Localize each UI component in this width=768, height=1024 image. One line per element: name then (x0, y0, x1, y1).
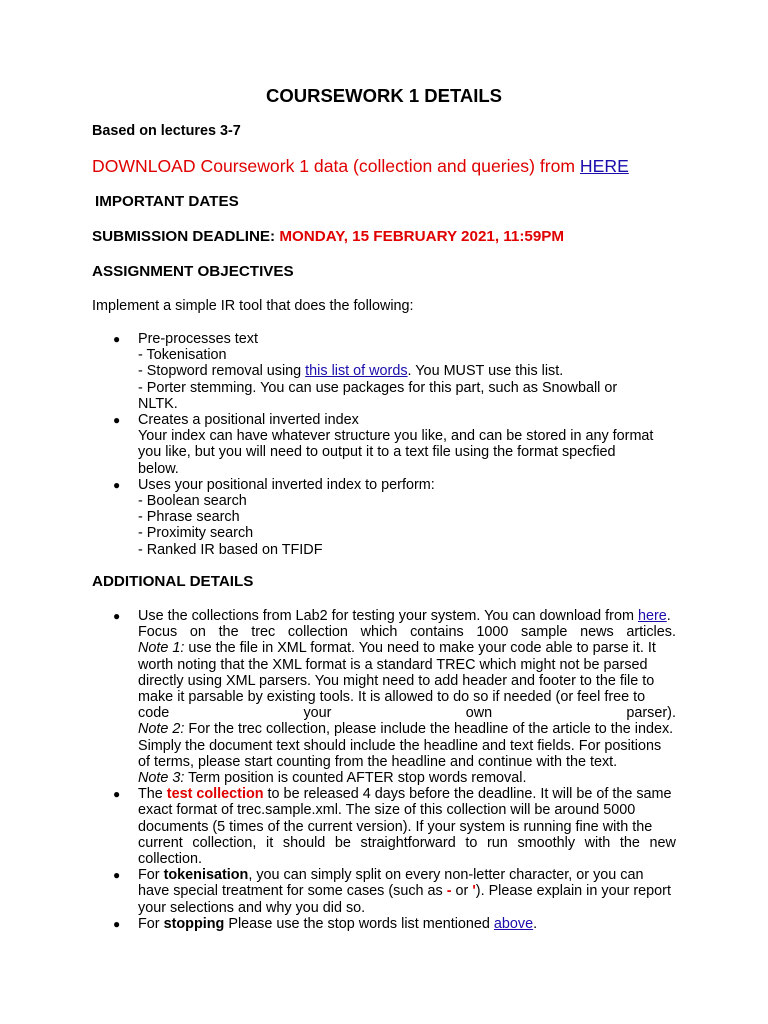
detail-line: make it parsable by existing tools. It is allowed to do so if needed (or feel free to (138, 689, 646, 706)
detail-line (138, 883, 676, 899)
stopword-list-link[interactable]: this list of words (305, 363, 408, 380)
detail-item-collections (92, 608, 676, 786)
detail-text: ). Please explain in your report (475, 883, 671, 900)
detail-text: For (138, 867, 164, 884)
objective-line: Uses your positional inverted index to perform: (138, 476, 435, 493)
objective-line: - Porter stemming. You can use packages for this part, such as Snowball or (138, 379, 618, 396)
detail-line: documents (5 times of the current version). If your system is running fine with the (138, 818, 653, 835)
objective-item-search (92, 477, 676, 558)
detail-line (138, 770, 676, 786)
detail-text: it (266, 834, 274, 851)
bullet: ● (113, 916, 121, 931)
detail-line: directly using XML parsers. You might need to add header and footer to the file to (138, 672, 655, 689)
objectives-heading: ASSIGNMENT OBJECTIVES (92, 263, 294, 280)
bullet: ● (113, 332, 121, 346)
objective-item-preprocess (92, 331, 676, 412)
detail-text: to (465, 834, 478, 851)
detail-text: the (619, 834, 640, 851)
detail-text: collection (287, 624, 348, 641)
detail-text: on (189, 624, 206, 641)
detail-line: of terms, please start counting from the headline and continue with the text. (138, 753, 618, 770)
detail-text: your (303, 705, 332, 722)
objective-line: NLTK. (138, 395, 178, 412)
objective-line: - Proximity search (138, 525, 254, 542)
objectives-intro: Implement a simple IR tool that does the following: (92, 298, 414, 314)
detail-text: to be released 4 days before the deadline. It will be of the same (263, 786, 672, 803)
detail-text: parser). (626, 705, 676, 722)
objective-line: - Tokenisation (138, 347, 227, 364)
objective-line: - Boolean search (138, 493, 247, 510)
page-title: COURSEWORK 1 DETAILS (265, 85, 503, 106)
detail-item-stopping (92, 916, 676, 932)
objective-line: below. (138, 460, 179, 477)
detail-text: which (360, 624, 398, 641)
detail-text: code (138, 705, 170, 722)
detail-text: own (465, 705, 493, 722)
detail-text: collection, (192, 834, 257, 851)
objective-line: Creates a positional inverted index (138, 412, 359, 429)
detail-text: . (533, 915, 538, 932)
lab2-download-link[interactable]: here (637, 608, 667, 624)
bullet: ● (113, 413, 121, 428)
objective-text: - Stopword removal using (138, 363, 306, 380)
detail-text: use the file in XML format. You need to make your code able to parse it. It (184, 640, 656, 657)
detail-line (138, 624, 676, 640)
detail-line: Simply the document text should include the headline and text fields. For positions (138, 737, 662, 754)
bullet: ● (113, 868, 121, 883)
download-line (92, 156, 629, 177)
additional-details-heading: ADDITIONAL DETAILS (92, 573, 254, 590)
detail-text: the (218, 624, 239, 641)
detail-text: Term position is counted AFTER stop words removal. (184, 770, 527, 787)
detail-text: smoothly (517, 834, 576, 851)
tokenisation-keyword: tokenisation (163, 867, 249, 884)
note-label: Note 2: (138, 721, 185, 738)
detail-text: , you can simply split on every non-letter character, or you can (248, 867, 644, 884)
detail-line (138, 916, 676, 932)
objective-line: you like, but you will need to output it to a text file using the format specfied (138, 444, 616, 461)
detail-item-tokenisation (92, 867, 676, 916)
objective-line: Your index can have whatever structure you like, and can be stored in any format (138, 428, 654, 445)
detail-text: news (580, 624, 614, 641)
objectives-list (92, 331, 676, 558)
objective-line: Pre-processes text (138, 331, 258, 347)
subtitle: Based on lectures 3-7 (92, 123, 241, 139)
deadline-line (92, 228, 564, 245)
detail-item-test-collection (92, 786, 676, 867)
detail-text: sample (521, 624, 568, 641)
download-here-link[interactable]: HERE (579, 156, 629, 176)
objective-line: - Phrase search (138, 509, 240, 526)
detail-line: worth noting that the XML format is a standard TREC which might not be parsed (138, 656, 648, 673)
objective-line: - Ranked IR based on TFIDF (138, 541, 323, 558)
detail-text: . (666, 608, 671, 624)
detail-line (138, 867, 676, 883)
detail-text: trec (251, 624, 276, 641)
detail-text: Focus (138, 624, 178, 641)
detail-text: The (138, 786, 167, 803)
above-link[interactable]: above (493, 915, 534, 932)
bullet: ● (113, 477, 121, 492)
objective-line (138, 363, 676, 379)
detail-line (138, 786, 676, 802)
detail-text: Please use the stop words list mentioned (224, 915, 494, 932)
detail-line (138, 608, 676, 624)
detail-text: For (138, 915, 164, 932)
download-text: DOWNLOAD Coursework 1 data (collection and queries) from (92, 156, 580, 176)
hyphen-example: - (446, 883, 452, 900)
detail-line (138, 835, 676, 851)
detail-line (138, 705, 676, 721)
detail-text: with (584, 834, 611, 851)
detail-text: straightforward (360, 834, 456, 851)
bullet: ● (113, 787, 121, 802)
detail-line (138, 721, 676, 737)
important-dates-heading: IMPORTANT DATES (95, 193, 239, 210)
details-list (92, 608, 676, 932)
detail-text: Use the collections from Lab2 for testing your system. You can download from (138, 608, 638, 624)
detail-line (138, 640, 676, 656)
detail-line: exact format of trec.sample.xml. The size of this collection will be around 5000 (138, 802, 636, 819)
detail-text: should (282, 834, 326, 851)
detail-text: or (451, 883, 473, 900)
note-label: Note 1: (138, 640, 185, 657)
detail-text: current (138, 834, 183, 851)
objective-text: . You MUST use this list. (407, 363, 564, 380)
deadline-label: SUBMISSION DEADLINE: (92, 228, 280, 245)
bullet: ● (113, 609, 121, 623)
detail-text: 1000 (476, 624, 509, 641)
apostrophe-example: ' (472, 883, 476, 900)
detail-text: For the trec collection, please include the headline of the article to the index. (184, 721, 674, 738)
detail-text: have special treatment for some cases (such as (138, 883, 447, 900)
detail-line: your selections and why you did so. (138, 899, 366, 916)
test-collection-highlight: test collection (166, 786, 264, 803)
stopping-keyword: stopping (163, 915, 225, 932)
detail-text: contains (410, 624, 464, 641)
detail-text: be (334, 834, 351, 851)
detail-line: collection. (138, 851, 202, 868)
detail-text: articles. (626, 624, 676, 641)
deadline-value: MONDAY, 15 FEBRUARY 2021, 11:59PM (279, 228, 565, 245)
detail-text: run (487, 834, 508, 851)
objective-item-index (92, 412, 676, 477)
note-label: Note 3: (138, 770, 185, 787)
detail-text: new (649, 834, 676, 851)
